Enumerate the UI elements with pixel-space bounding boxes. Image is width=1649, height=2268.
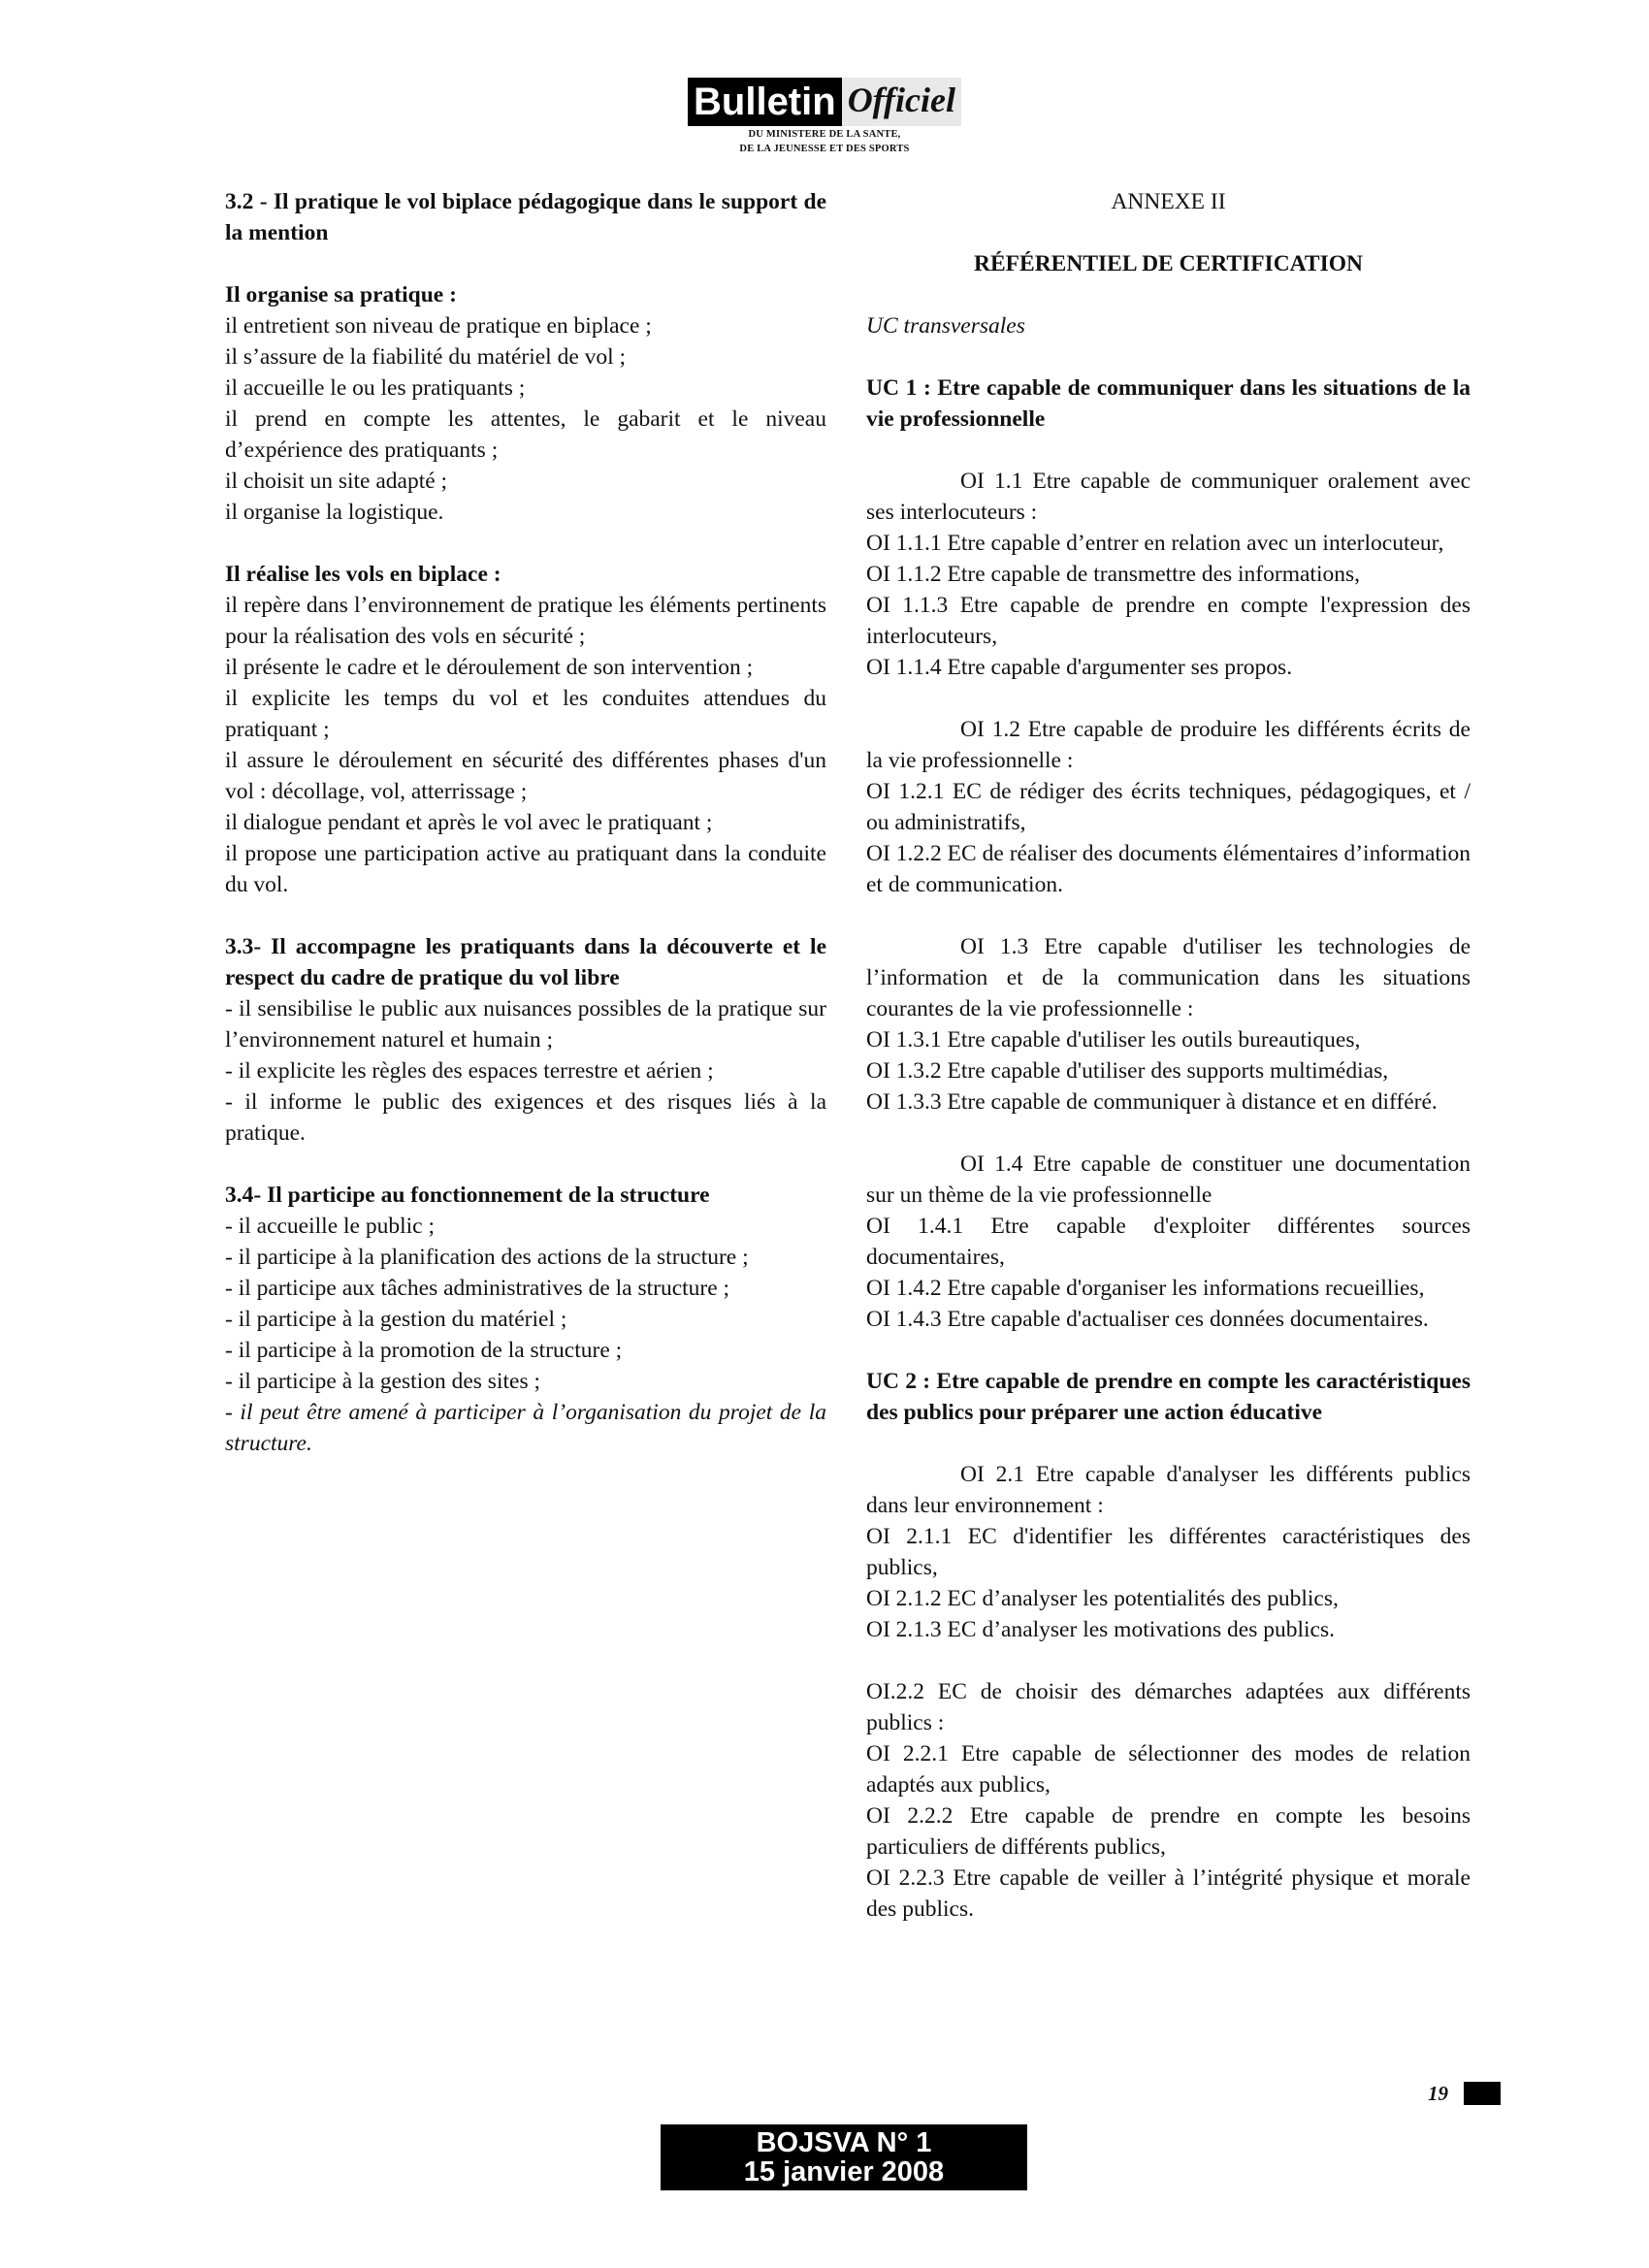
list-item: OI 1.4.2 Etre capable d'organiser les informations recueillies, — [866, 1276, 1425, 1301]
list-item: OI 1.4.3 Etre capable d'actualiser ces données documentaires. — [866, 1307, 1429, 1332]
subheading-vols: Il réalise les vols en biplace : — [225, 562, 501, 587]
list-item: OI 1.1.1 Etre capable d’entrer en relation avec un interlocuteur, — [866, 531, 1444, 556]
list-item: il entretient son niveau de pratique en biplace ; — [225, 313, 652, 339]
list-item: il assure le déroulement en sécurité des différentes phases d'un vol : décollage, vol, atterrissage ; — [225, 748, 826, 804]
masthead — [0, 78, 1649, 155]
oi-1-3-heading: OI 1.3 Etre capable d'utiliser les technologies de l’information et de la communication dans les situations courantes de la vie professionnelle : — [866, 934, 1471, 1021]
list-item: il prend en compte les attentes, le gabarit et le niveau d’expérience des pratiquants ; — [225, 406, 826, 463]
list-item: il présente le cadre et le déroulement de son intervention ; — [225, 655, 754, 680]
oi-1-1-heading: OI 1.1 Etre capable de communiquer oralement avec ses interlocuteurs : — [866, 469, 1471, 525]
footer-issue-date: 15 janvier 2008 — [743, 2156, 945, 2187]
list-item: OI 1.4.1 Etre capable d'exploiter différentes sources documentaires, — [866, 1214, 1471, 1270]
oi-1-2-heading: OI 1.2 Etre capable de produire les différents écrits de la vie professionnelle : — [866, 717, 1471, 773]
masthead-subtitle-2: DE LA JEUNESSE ET DES SPORTS — [739, 144, 910, 154]
list-item: OI 2.1.3 EC d’analyser les motivations des publics. — [866, 1617, 1335, 1642]
subheading-organise: Il organise sa pratique : — [225, 282, 457, 308]
section-heading-3-3: 3.3- Il accompagne les pratiquants dans la découverte et le respect du cadre de pratique du vol libre — [225, 934, 826, 990]
section-heading-3-2: 3.2 - Il pratique le vol biplace pédagogique dans le support de la mention — [225, 189, 826, 245]
list-item: - il accueille le public ; — [225, 1214, 435, 1239]
list-item: il s’assure de la fiabilité du matériel de vol ; — [225, 344, 627, 370]
list-item: - il participe à la gestion du matériel ; — [225, 1307, 567, 1332]
masthead-subtitle-1: DU MINISTERE DE LA SANTE, — [748, 129, 901, 140]
list-item: il dialogue pendant et après le vol avec le pratiquant ; — [225, 810, 713, 835]
left-column — [225, 186, 826, 1459]
list-item: OI 2.2.2 Etre capable de prendre en compte les besoins particuliers de différents publics, — [866, 1803, 1471, 1860]
list-item: il propose une participation active au pratiquant dans la conduite du vol. — [225, 841, 826, 897]
list-item: - il participe aux tâches administratives de la structure ; — [225, 1276, 730, 1301]
page-number: 19 — [1428, 2082, 1448, 2105]
uc1-heading: UC 1 : Etre capable de communiquer dans les situations de la vie professionnelle — [866, 375, 1471, 432]
footer-issue-number: BOJSVA N° 1 — [756, 2127, 932, 2158]
list-item: OI 2.2.1 Etre capable de sélectionner des modes de relation adaptés aux publics, — [866, 1741, 1471, 1798]
list-item: OI 2.1.1 EC d'identifier les différentes caractéristiques des publics, — [866, 1524, 1471, 1580]
section-heading-3-4: 3.4- Il participe au fonctionnement de la structure — [225, 1183, 710, 1208]
oi-2-2-heading: OI.2.2 EC de choisir des démarches adaptées aux différents publics : — [866, 1679, 1471, 1735]
list-item: il repère dans l’environnement de pratique les éléments pertinents pour la réalisation des vols en sécurité ; — [225, 593, 826, 649]
list-item: - il participe à la gestion des sites ; — [225, 1369, 540, 1394]
list-item: OI 2.1.2 EC d’analyser les potentialités des publics, — [866, 1586, 1339, 1611]
list-item: OI 1.1.2 Etre capable de transmettre des informations, — [866, 562, 1360, 587]
list-item: OI 1.2.2 EC de réaliser des documents élémentaires d’information et de communication. — [866, 841, 1471, 897]
oi-2-1-heading: OI 2.1 Etre capable d'analyser les différents publics dans leur environnement : — [866, 1462, 1471, 1518]
list-item: OI 1.2.1 EC de rédiger des écrits techniques, pédagogiques, et / ou administratifs, — [866, 779, 1471, 835]
page-marker — [1464, 2082, 1501, 2105]
logo-bulletin: Bulletin — [688, 78, 842, 126]
logo-officiel: Officiel — [842, 78, 961, 126]
list-item: il explicite les temps du vol et les conduites attendues du pratiquant ; — [225, 686, 826, 742]
list-item: OI 1.3.1 Etre capable d'utiliser les outils bureautiques, — [866, 1027, 1361, 1053]
list-item: OI 1.3.3 Etre capable de communiquer à distance et en différé. — [866, 1089, 1438, 1115]
list-item: - il participe à la promotion de la structure ; — [225, 1338, 623, 1363]
list-item: il accueille le ou les pratiquants ; — [225, 375, 526, 401]
list-item-italic: - il peut être amené à participer à l’organisation du projet de la structure. — [225, 1400, 826, 1456]
list-item: OI 2.2.3 Etre capable de veiller à l’intégrité physique et morale des publics. — [866, 1865, 1471, 1922]
uc-transversales-heading: UC transversales — [866, 313, 1025, 339]
list-item: OI 1.3.2 Etre capable d'utiliser des supports multimédias, — [866, 1058, 1389, 1084]
list-item: OI 1.1.4 Etre capable d'argumenter ses propos. — [866, 655, 1293, 680]
list-item: - il participe à la planification des actions de la structure ; — [225, 1245, 749, 1270]
list-item: - il explicite les règles des espaces terrestre et aérien ; — [225, 1058, 714, 1084]
list-item: OI 1.1.3 Etre capable de prendre en compte l'expression des interlocuteurs, — [866, 593, 1471, 649]
bulletin-officiel-logo — [688, 78, 961, 126]
referentiel-title: RÉFÉRENTIEL DE CERTIFICATION — [974, 251, 1363, 276]
footer-issue-box — [661, 2124, 1027, 2190]
right-column — [866, 186, 1471, 1925]
list-item: il organise la logistique. — [225, 500, 444, 525]
list-item: - il sensibilise le public aux nuisances possibles de la pratique sur l’environnement naturel et humain ; — [225, 996, 826, 1053]
oi-1-4-heading: OI 1.4 Etre capable de constituer une documentation sur un thème de la vie professionnelle — [866, 1151, 1471, 1208]
annexe-title: ANNEXE II — [1111, 189, 1226, 214]
list-item: - il informe le public des exigences et des risques liés à la pratique. — [225, 1089, 826, 1146]
uc2-heading: UC 2 : Etre capable de prendre en compte les caractéristiques des publics pour préparer une action éducative — [866, 1369, 1471, 1425]
list-item: il choisit un site adapté ; — [225, 469, 448, 494]
